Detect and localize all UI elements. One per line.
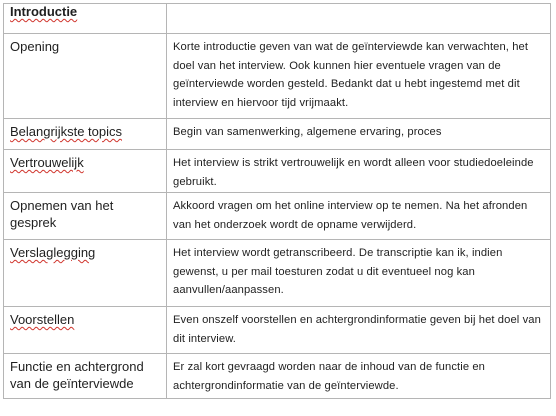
topic-text: Voorstellen (10, 312, 75, 327)
interview-protocol-table (3, 3, 551, 399)
table-row (4, 34, 551, 119)
topic-cell (4, 34, 167, 119)
topic-text: Vertrouwelijk (10, 155, 84, 170)
description-cell: Begin van samenwerking, algemene ervaring, proces (167, 119, 551, 150)
topic-text: Functie en achtergrond van de geïnterviewde (10, 359, 144, 391)
table-row (4, 240, 551, 307)
table-row (4, 150, 551, 193)
topic-cell (4, 119, 167, 150)
topic-cell (4, 354, 167, 399)
topic-cell (4, 240, 167, 307)
table-row (4, 193, 551, 240)
description-cell: Even onszelf voorstellen en achtergrondinformatie geven bij het doel van dit interview. (167, 307, 551, 354)
description-cell: Er zal kort gevraagd worden naar de inhoud van de functie en achtergrondinformatie van de geïnterviewde. (167, 354, 551, 399)
table-header-row (4, 4, 551, 34)
description-cell: Het interview wordt getranscribeerd. De transcriptie kan ik, indien gewenst, u per mail toesturen zodat u dit eventueel nog kan aanvullen/aanpassen. (167, 240, 551, 307)
topic-text: Verslaglegging (10, 245, 96, 260)
description-cell: Akkoord vragen om het online interview op te nemen. Na het afronden van het onderzoek wordt de opname verwijderd. (167, 193, 551, 240)
table-header-empty-cell (167, 4, 551, 34)
topic-cell (4, 307, 167, 354)
topic-text: Opnemen van het gesprek (10, 198, 114, 230)
table-header-title (4, 4, 167, 34)
table-row (4, 119, 551, 150)
topic-text: Opening (10, 39, 60, 54)
topic-cell (4, 150, 167, 193)
topic-text: Belangrijkste topics (10, 124, 122, 139)
description-cell: Het interview is strikt vertrouwelijk en wordt alleen voor studiedoeleinde gebruikt. (167, 150, 551, 193)
description-cell: Korte introductie geven van wat de geïnterviewde kan verwachten, het doel van het interview. Ook kunnen hier eventuele vragen van de geïnterviewde worden gesteld. Bedankt dat u hebt ingestemd met dit interview en hiervoor tijd vrijmaakt. (167, 34, 551, 119)
table-row (4, 354, 551, 399)
topic-cell (4, 193, 167, 240)
header-title-text: Introductie (10, 4, 78, 19)
table-row (4, 307, 551, 354)
